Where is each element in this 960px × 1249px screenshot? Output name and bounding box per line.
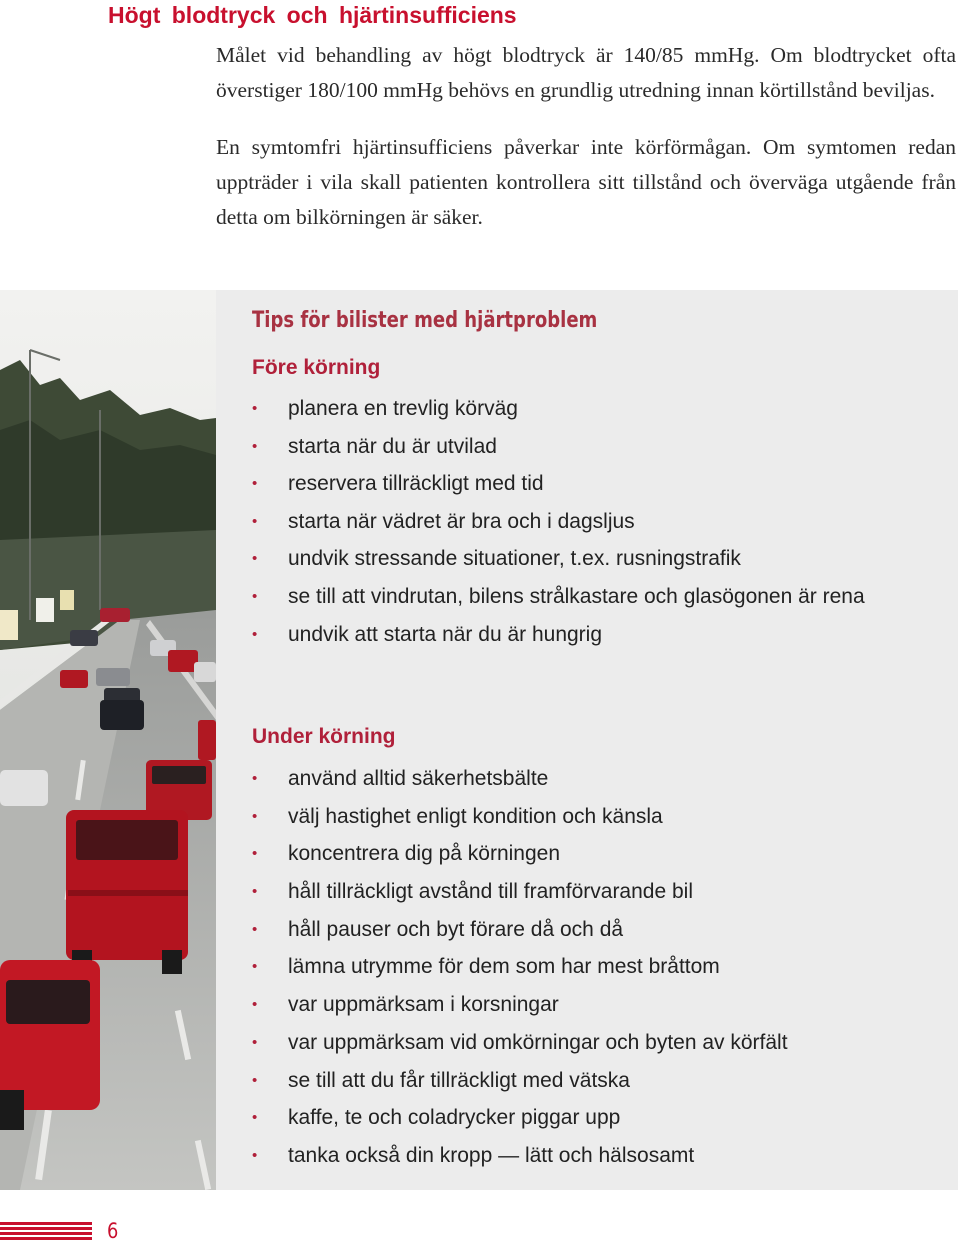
list-item: • välj hastighet enligt kondition och känsla bbox=[252, 801, 902, 832]
list-item: • koncentrera dig på körningen bbox=[252, 838, 902, 869]
bullet-icon: • bbox=[252, 512, 258, 530]
list-item: • var uppmärksam vid omkörningar och byten av körfält bbox=[252, 1027, 902, 1058]
page-number: 6 bbox=[107, 1219, 119, 1243]
list-item: • se till att du får tillräckligt med vätska bbox=[252, 1065, 902, 1096]
list-item: • starta när vädret är bra och i dagsljus bbox=[252, 506, 902, 537]
bullet-icon: • bbox=[252, 920, 258, 938]
list-item: • använd alltid säkerhetsbälte bbox=[252, 763, 902, 794]
section-heading-during-driving: Under körning bbox=[252, 725, 396, 748]
before-driving-list bbox=[252, 393, 902, 656]
list-item: • håll pauser och byt förare då och då bbox=[252, 914, 902, 945]
page-heading: Högt blodtryck och hjärtinsufficiens bbox=[108, 2, 517, 28]
list-item: • se till att vindrutan, bilens strålkastare och glasögonen är rena bbox=[252, 581, 902, 612]
bullet-icon: • bbox=[252, 1146, 258, 1164]
list-item: • undvik att starta när du är hungrig bbox=[252, 619, 902, 650]
traffic-photo bbox=[0, 290, 216, 1190]
section-heading-before-driving: Före körning bbox=[252, 356, 381, 379]
intro-paragraph: Målet vid behandling av högt blodtryck är 140/85 mmHg. Om blodtrycket ofta överstiger 180/100 mmHg behövs en grundlig utredning innan körtillstånd beviljas. bbox=[216, 43, 956, 102]
list-item: • håll tillräckligt avstånd till framförvarande bil bbox=[252, 876, 902, 907]
intro-text bbox=[216, 38, 956, 257]
bullet-icon: • bbox=[252, 475, 258, 493]
tips-title: Tips för bilister med hjärtproblem bbox=[252, 308, 598, 333]
bullet-icon: • bbox=[252, 1071, 258, 1089]
list-item: • starta när du är utvilad bbox=[252, 431, 902, 462]
bullet-icon: • bbox=[252, 1033, 258, 1051]
bullet-icon: • bbox=[252, 958, 258, 976]
list-item: • var uppmärksam i korsningar bbox=[252, 989, 902, 1020]
bullet-icon: • bbox=[252, 845, 258, 863]
bullet-icon: • bbox=[252, 437, 258, 455]
list-item: • planera en trevlig körväg bbox=[252, 393, 902, 424]
bullet-icon: • bbox=[252, 1109, 258, 1127]
bullet-icon: • bbox=[252, 625, 258, 643]
list-item: • kaffe, te och coladrycker piggar upp bbox=[252, 1102, 902, 1133]
list-item: • tanka också din kropp — lätt och hälsosamt bbox=[252, 1140, 902, 1171]
bullet-icon: • bbox=[252, 770, 258, 787]
list-item: • lämna utrymme för dem som har mest bråttom bbox=[252, 951, 902, 982]
bullet-icon: • bbox=[252, 587, 258, 605]
bullet-icon: • bbox=[252, 807, 258, 825]
bullet-icon: • bbox=[252, 400, 258, 417]
list-item: • undvik stressande situationer, t.ex. rusningstrafik bbox=[252, 543, 902, 574]
list-item: • reservera tillräckligt med tid bbox=[252, 468, 902, 499]
during-driving-list bbox=[252, 763, 902, 1178]
intro-paragraph: En symtomfri hjärtinsufficiens påverkar inte körförmågan. Om symtomen redan uppträder i vila skall patienten kontrollera sitt tillstånd och överväga utgående från detta om bilkörningen är säker. bbox=[216, 135, 956, 229]
footer-stripes bbox=[0, 1222, 92, 1242]
bullet-icon: • bbox=[252, 996, 258, 1014]
tips-box bbox=[216, 290, 958, 1190]
bullet-icon: • bbox=[252, 883, 258, 901]
bullet-icon: • bbox=[252, 550, 258, 568]
